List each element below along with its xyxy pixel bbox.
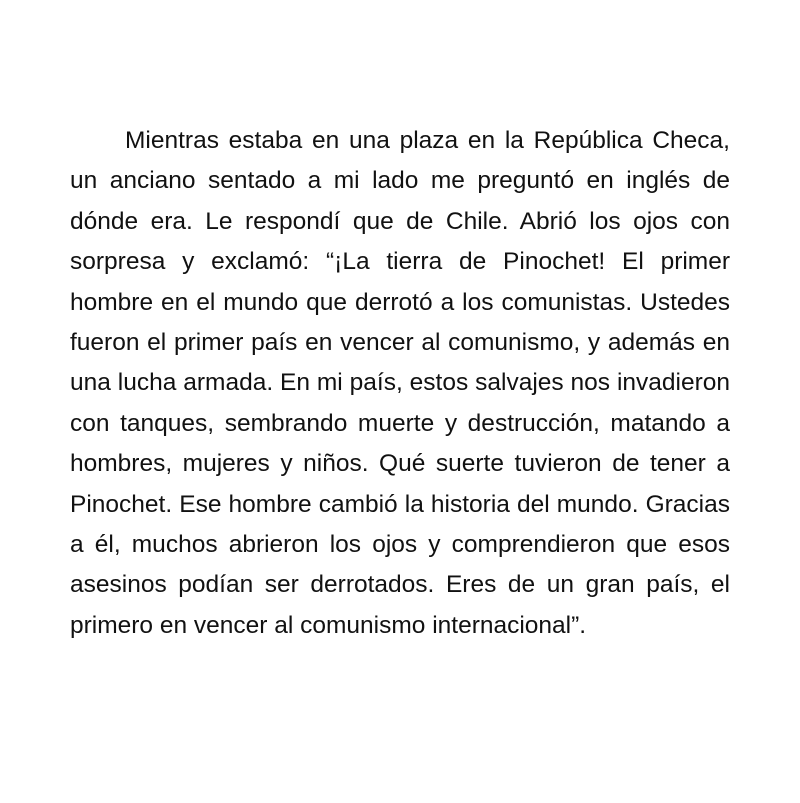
body-paragraph: Mientras estaba en una plaza en la República Checa, un anciano sentado a mi lado me preguntó en inglés de dónde era. Le respondí que de Chile. Abrió los ojos con sorpresa y exclamó: “¡La tierra de Pinochet! El primer hombre en el mundo que derrotó a los comunistas. Ustedes fueron el primer país en vencer al comunismo, y además en una lucha armada. En mi país, estos salvajes nos invadieron con tanques, sembrando muerte y destrucción, matando a hombres, mujeres y niños. Qué suerte tuvieron de tener a Pinochet. Ese hombre cambió la historia del mundo. Gracias a él, muchos abrieron los ojos y comprendieron que esos asesinos podían ser derrotados. Eres de un gran país, el primero en vencer al comunismo internacional”. [70, 127, 730, 639]
